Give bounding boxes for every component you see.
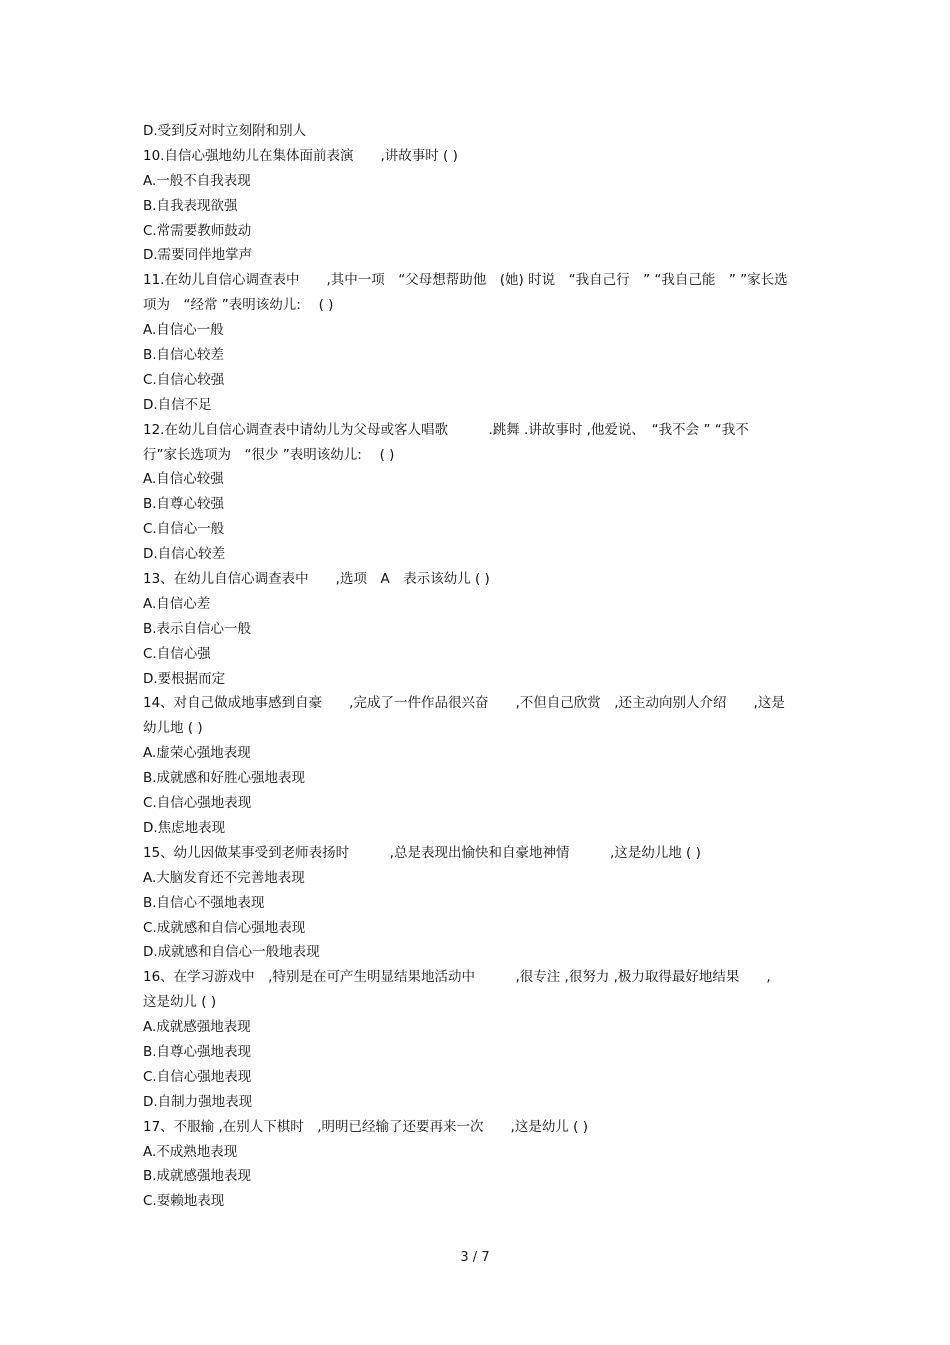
option-c: C.常需要教师鼓动 [143, 222, 252, 239]
option-b: B.自尊心强地表现 [143, 1043, 252, 1060]
option-b: B.成就感强地表现 [143, 1168, 252, 1185]
page-number: 3 / 7 [460, 1250, 490, 1265]
question-16-line-1: 16、在学习游戏中 ,特别是在可产生明显结果地活动中 ,很专注 ,很努力 ,极力取得最好地结果 , [143, 969, 771, 986]
option-c: C.自信心强地表现 [143, 795, 252, 812]
question-14-line-1: 14、对自己做成地事感到自豪 ,完成了一件作品很兴奋 ,不但自己欣赏 ,还主动向别人介绍 ,这是 [143, 695, 785, 712]
option-d: D.自制力强地表现 [143, 1093, 253, 1110]
option-b: B.自信心不强地表现 [143, 894, 265, 911]
option-a: A.大脑发育还不完善地表现 [143, 869, 305, 886]
option-b: B.自我表现欲强 [143, 197, 238, 214]
option-d: D.受到反对时立刻附和别人 [143, 123, 307, 139]
question-16-line-2: 这是幼儿 ( ) [143, 994, 217, 1011]
question-15: 15、幼儿因做某事受到老师表扬时 ,总是表现出愉快和自豪地神情 ,这是幼儿地 ( ) [143, 844, 701, 861]
option-c: C.耍赖地表现 [143, 1193, 225, 1210]
question-10: 10.自信心强地幼儿在集体面前表演 ,讲故事时 ( ) [143, 147, 458, 164]
option-c: C.成就感和自信心强地表现 [143, 919, 306, 936]
option-c: C.自信心强地表现 [143, 1068, 252, 1085]
option-b: B.自信心较差 [143, 347, 225, 364]
option-a: A.成就感强地表现 [143, 1019, 251, 1036]
option-d: D.要根据而定 [143, 670, 226, 687]
question-12-line-2: 行”家长选项为 “很少 ”表明该幼儿: ( ) [143, 446, 395, 463]
question-11-line-2: 项为 “经常 ”表明该幼儿: ( ) [143, 297, 334, 314]
option-b: B.自尊心较强 [143, 496, 225, 513]
option-a: A.自信心较强 [143, 471, 224, 488]
option-d: D.需要同伴地掌声 [143, 247, 253, 264]
option-d: D.成就感和自信心一般地表现 [143, 944, 320, 961]
option-a: A.自信心一般 [143, 322, 224, 339]
option-d: D.焦虑地表现 [143, 819, 226, 836]
option-a: A.自信心差 [143, 595, 211, 612]
option-c: C.自信心强 [143, 645, 211, 662]
option-b: B.表示自信心一般 [143, 620, 252, 637]
option-d: D.自信心较差 [143, 546, 226, 563]
question-17: 17、不服输 ,在别人下棋时 ,明明已经输了还要再来一次 ,这是幼儿 ( ) [143, 1118, 588, 1135]
option-a: A.不成熟地表现 [143, 1143, 238, 1160]
question-list [143, 119, 811, 1214]
question-11-line-1: 11.在幼儿自信心调查表中 ,其中一项 “父母想帮助他 (她) 时说 “我自己行 ” “我自己能 ” ”家长选 [143, 272, 788, 289]
option-c: C.自信心较强 [143, 371, 225, 388]
option-a: A.一般不自我表现 [143, 172, 251, 189]
option-d: D.自信不足 [143, 396, 212, 413]
option-a: A.虚荣心强地表现 [143, 745, 251, 762]
question-12-line-1: 12.在幼儿自信心调查表中请幼儿为父母或客人唱歌 .跳舞 .讲故事时 ,他爱说、 “我不会 ” “我不 [143, 421, 749, 438]
option-b: B.成就感和好胜心强地表现 [143, 770, 306, 787]
option-c: C.自信心一般 [143, 521, 225, 538]
question-14-line-2: 幼儿地 ( ) [143, 720, 203, 737]
question-13: 13、在幼儿自信心调查表中 ,选项 A 表示该幼儿 ( ) [143, 571, 490, 588]
